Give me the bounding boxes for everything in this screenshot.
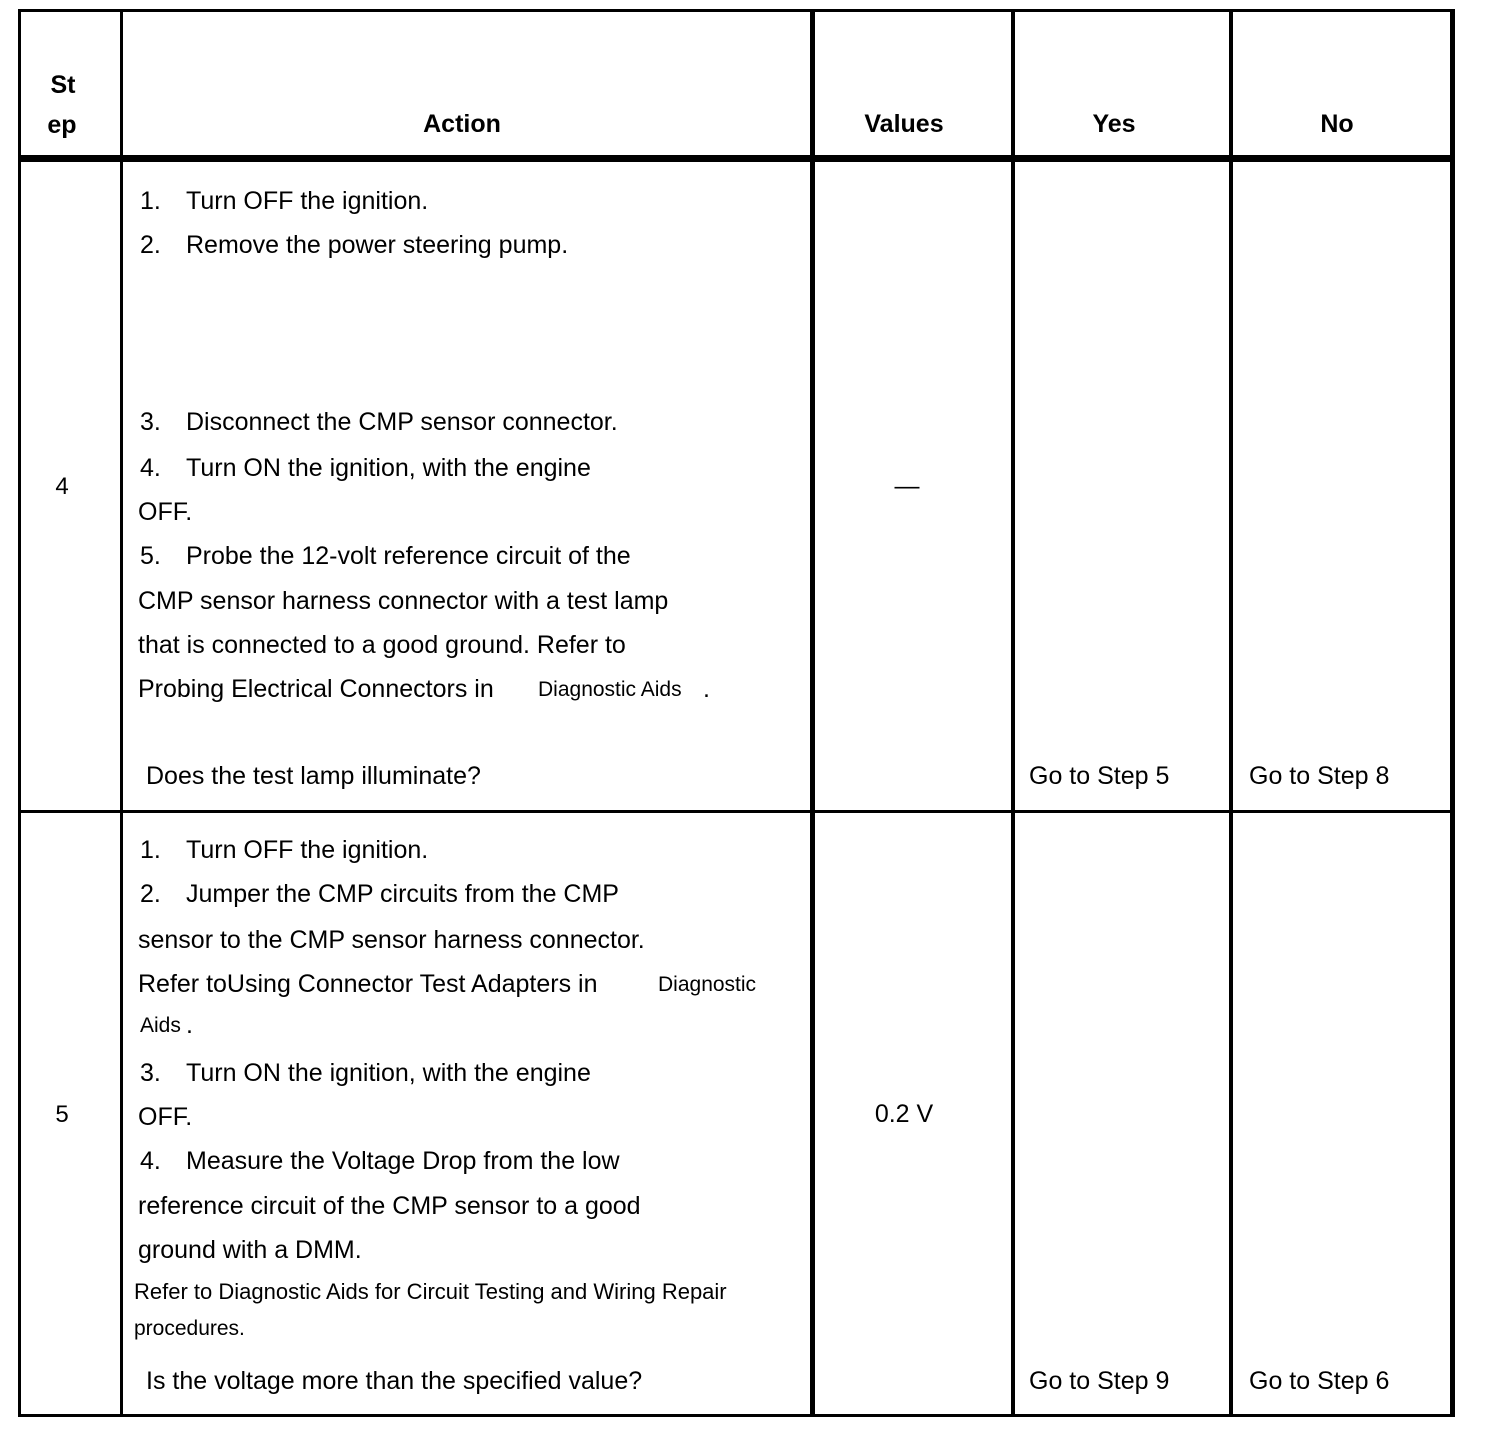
value-cell: —	[894, 472, 920, 500]
header-values: Values	[864, 110, 944, 138]
header-no: No	[1320, 110, 1354, 138]
list-number: 1.	[140, 836, 161, 864]
list-number: 2.	[140, 880, 161, 908]
header-step-line1: St	[50, 71, 76, 99]
step-number: 4	[55, 473, 69, 500]
reference-link: Diagnostic	[658, 973, 757, 996]
col-divider-action	[810, 9, 815, 1417]
action-text: OFF.	[138, 498, 193, 526]
action-question: Is the voltage more than the specified value?	[146, 1367, 643, 1395]
action-text: OFF.	[138, 1103, 193, 1131]
reference-note: Refer to Diagnostic Aids for Circuit Testing and Wiring Repair	[134, 1279, 727, 1304]
col-divider-yes	[1229, 9, 1233, 1417]
reference-note: procedures.	[134, 1317, 245, 1340]
list-number: 3.	[140, 408, 161, 436]
header-action: Action	[423, 110, 501, 138]
reference-link: Diagnostic Aids	[538, 678, 682, 701]
value-cell: 0.2 V	[874, 1100, 934, 1128]
list-number: 4.	[140, 454, 161, 482]
action-text: Measure the Voltage Drop from the low	[186, 1147, 620, 1175]
action-text: Turn OFF the ignition.	[186, 187, 429, 215]
action-text: Turn ON the ignition, with the engine	[186, 454, 591, 482]
header-step-line2: ep	[47, 111, 77, 139]
action-text: Probe the 12-volt reference circuit of the	[186, 542, 631, 570]
no-cell: Go to Step 8	[1249, 762, 1390, 790]
col-divider-right	[1450, 9, 1455, 1417]
action-text: .	[703, 675, 710, 703]
action-text: Turn ON the ignition, with the engine	[186, 1059, 591, 1087]
action-text: Jumper the CMP circuits from the CMP	[186, 880, 619, 908]
list-number: 2.	[140, 231, 161, 259]
row-divider	[18, 810, 1455, 813]
list-number: 1.	[140, 187, 161, 215]
reference-link: Aids	[140, 1014, 181, 1037]
col-divider-step	[120, 9, 123, 1417]
action-question: Does the test lamp illuminate?	[146, 762, 481, 790]
action-text: Refer toUsing Connector Test Adapters in	[138, 970, 598, 998]
step-number: 5	[55, 1101, 69, 1128]
action-text: Probing Electrical Connectors in	[138, 675, 494, 703]
action-text: sensor to the CMP sensor harness connector.	[138, 926, 645, 954]
action-text: ground with a DMM.	[138, 1236, 362, 1264]
action-text: Turn OFF the ignition.	[186, 836, 429, 864]
action-text: reference circuit of the CMP sensor to a good	[138, 1192, 641, 1220]
header-divider	[18, 155, 1455, 162]
action-text: Remove the power steering pump.	[186, 231, 569, 259]
list-number: 3.	[140, 1059, 161, 1087]
list-number: 4.	[140, 1147, 161, 1175]
no-cell: Go to Step 6	[1249, 1367, 1390, 1395]
col-divider-values	[1011, 9, 1015, 1417]
header-yes: Yes	[1092, 110, 1136, 138]
action-text: that is connected to a good ground. Refer to	[138, 631, 626, 659]
col-divider-left	[18, 9, 21, 1417]
yes-cell: Go to Step 5	[1029, 762, 1170, 790]
action-text: .	[186, 1011, 193, 1039]
list-number: 5.	[140, 542, 161, 570]
action-text: Disconnect the CMP sensor connector.	[186, 408, 618, 436]
table-border-bottom	[18, 1414, 1455, 1417]
yes-cell: Go to Step 9	[1029, 1367, 1170, 1395]
action-text: CMP sensor harness connector with a test lamp	[138, 587, 669, 615]
table-border-top	[18, 9, 1455, 12]
